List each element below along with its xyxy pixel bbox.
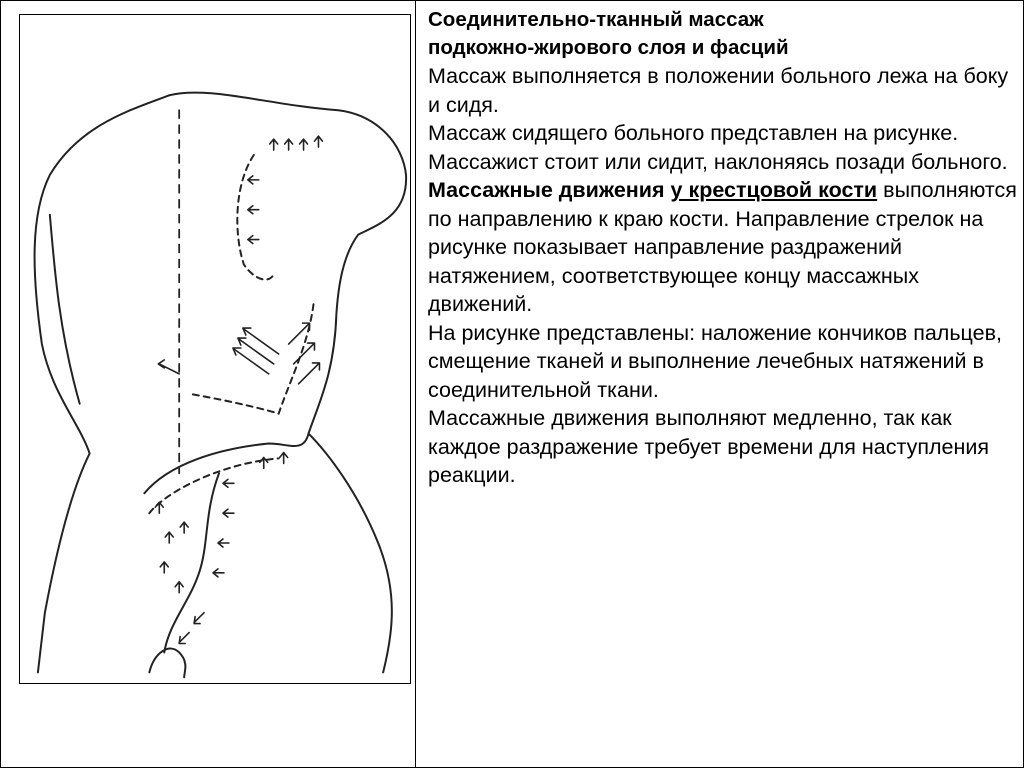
back-massage-illustration xyxy=(19,14,411,684)
paragraph-sacral xyxy=(428,176,1018,319)
lumbar-arrows xyxy=(158,323,319,384)
text-content xyxy=(428,6,1018,490)
scapula-outline xyxy=(237,155,273,280)
sacral-arrows xyxy=(155,452,287,643)
lumbar-side-line xyxy=(189,304,313,413)
sacral-rest-text: выполняются по направлению к краю кости. Направление стрелок на рисунке показывает направление раздражений натяжением, соответствующее концу массажных движений. xyxy=(428,178,1017,316)
paragraph-slow-movements: Массажные движения выполняют медленно, так как каждое раздражение требует времени для наступления реакции. xyxy=(428,406,989,487)
paragraph-position: Массаж выполняется в положении больного лежа на боку и сидя. xyxy=(428,64,1009,117)
sacral-curve xyxy=(164,473,219,652)
scapula-arrows xyxy=(248,136,323,243)
paragraph-figure-description: На рисунке представлены: наложение кончиков пальцев, смещение тканей и выполнение лечебных натяжений в соединительной ткани. xyxy=(428,320,1002,402)
title-line-1: Соединительно-тканный массаж xyxy=(428,8,764,31)
paragraph-seated: Массаж сидящего больного представлен на рисунке. Массажист стоит или сидит, наклоняясь позади больного. xyxy=(428,121,1008,174)
slide-title xyxy=(428,6,1018,62)
buttock-crease xyxy=(149,649,185,678)
back-figure-drawing xyxy=(20,15,410,683)
torso-left-outline xyxy=(35,95,170,672)
sacral-underlined-text: у крестцовой кости xyxy=(670,178,878,202)
sacral-bold-text: Массажные движения xyxy=(428,178,665,202)
left-arm-line xyxy=(50,215,80,404)
content-divider xyxy=(415,0,416,768)
torso-right-outline xyxy=(169,93,406,673)
title-line-2: подкожно-жирового слоя и фасций xyxy=(428,36,789,59)
